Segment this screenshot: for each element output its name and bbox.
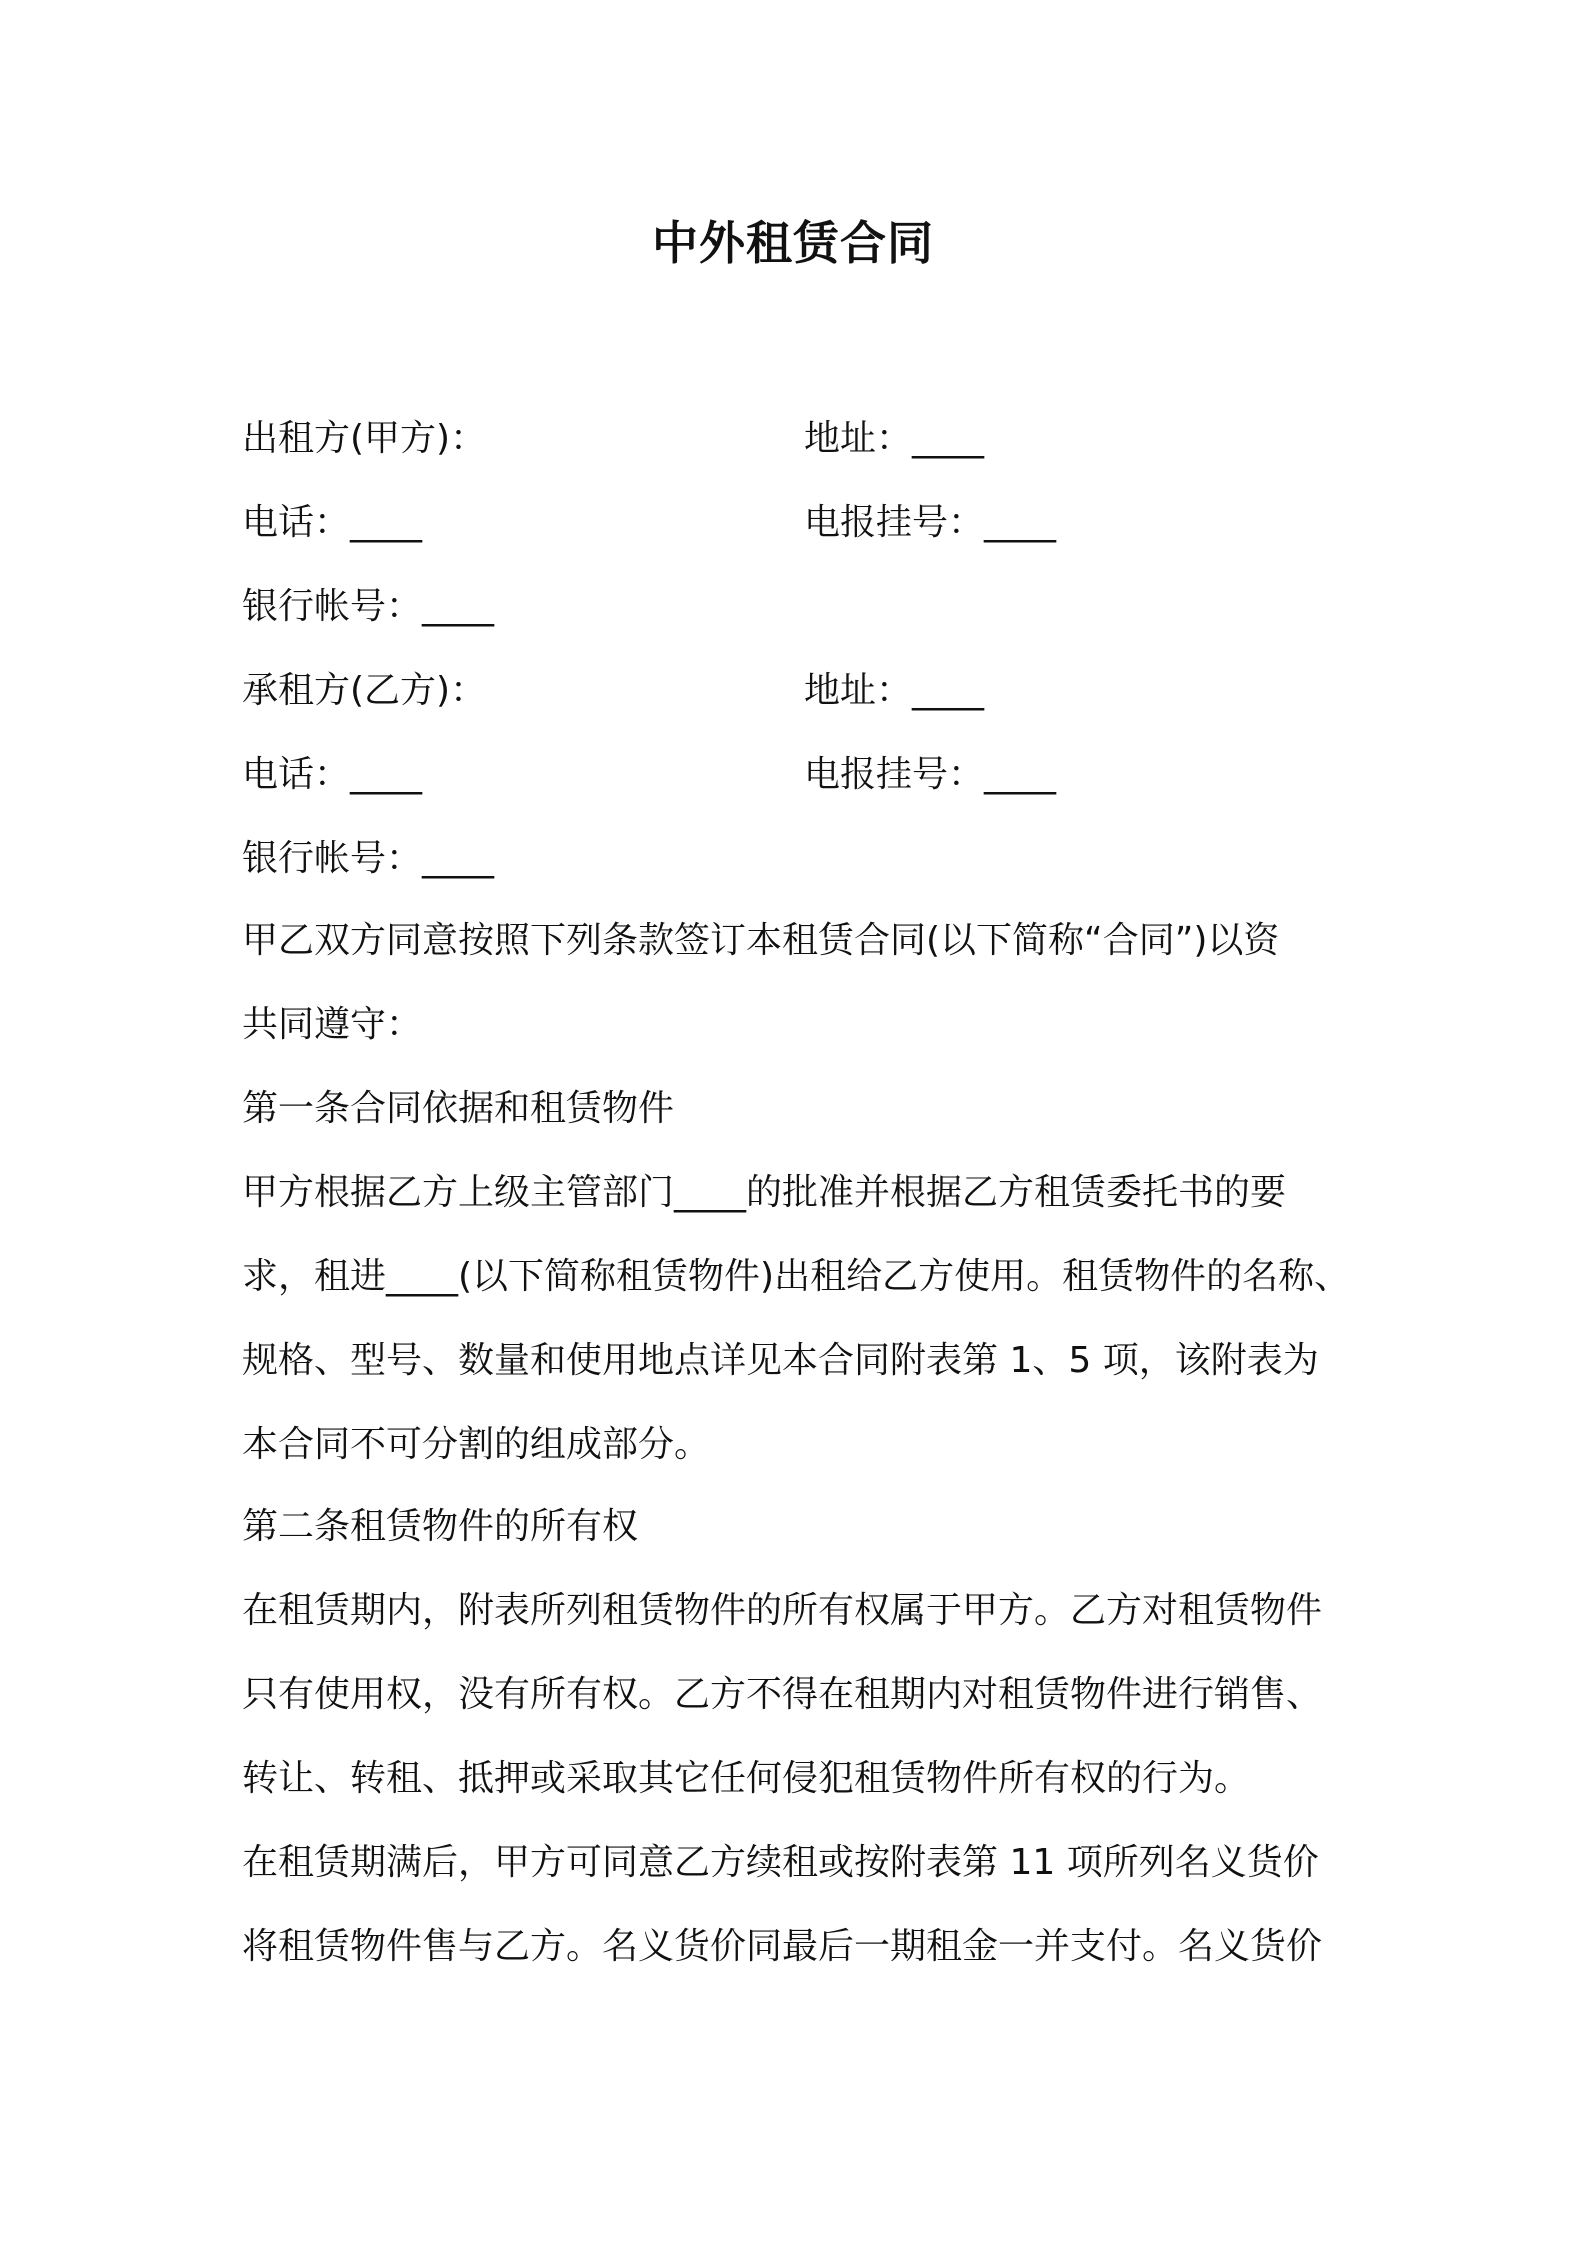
body-line: 转让、转租、抵押或采取其它任何侵犯租赁物件所有权的行为。 (242, 1758, 1251, 1799)
body-line: 本合同不可分割的组成部分。 (242, 1424, 711, 1465)
lessor-bank-account: 银行帐号：____ (242, 586, 495, 627)
body-line: 规格、型号、数量和使用地点详见本合同附表第 1、5 项，该附表为 (242, 1340, 1319, 1381)
body-line: 在租赁期满后，甲方可同意乙方续租或按附表第 11 项所列名义货价 (242, 1842, 1319, 1883)
document-title: 中外租赁合同 (652, 216, 934, 270)
body-line: 将租赁物件售与乙方。名义货价同最后一期租金一并支付。名义货价 (242, 1926, 1323, 1967)
section-heading: 第二条租赁物件的所有权 (242, 1506, 639, 1547)
body-line: 只有使用权，没有所有权。乙方不得在租期内对租赁物件进行销售、 (242, 1674, 1323, 1715)
body-line: 甲乙双方同意按照下列条款签订本租赁合同(以下简称“合同”)以资 (242, 920, 1280, 961)
lessor-phone: 电话：____ (242, 502, 423, 543)
body-line: 共同遵守： (242, 1004, 423, 1045)
lessor-address: 地址：____ (804, 418, 985, 459)
lessee-telegraph: 电报挂号：____ (804, 754, 1057, 795)
lessee-phone: 电话：____ (242, 754, 423, 795)
lessor-telegraph: 电报挂号：____ (804, 502, 1057, 543)
lessor-label: 出租方(甲方)： (242, 418, 487, 459)
body-line: 求，租进____(以下简称租赁物件)出租给乙方使用。租赁物件的名称、 (242, 1256, 1351, 1297)
body-line: 甲方根据乙方上级主管部门____的批准并根据乙方租赁委托书的要 (242, 1172, 1287, 1213)
body-line: 在租赁期内，附表所列租赁物件的所有权属于甲方。乙方对租赁物件 (242, 1590, 1323, 1631)
lessee-label: 承租方(乙方)： (242, 670, 487, 711)
section-heading: 第一条合同依据和租赁物件 (242, 1088, 675, 1129)
lessee-address: 地址：____ (804, 670, 985, 711)
lessee-bank-account: 银行帐号：____ (242, 838, 495, 879)
